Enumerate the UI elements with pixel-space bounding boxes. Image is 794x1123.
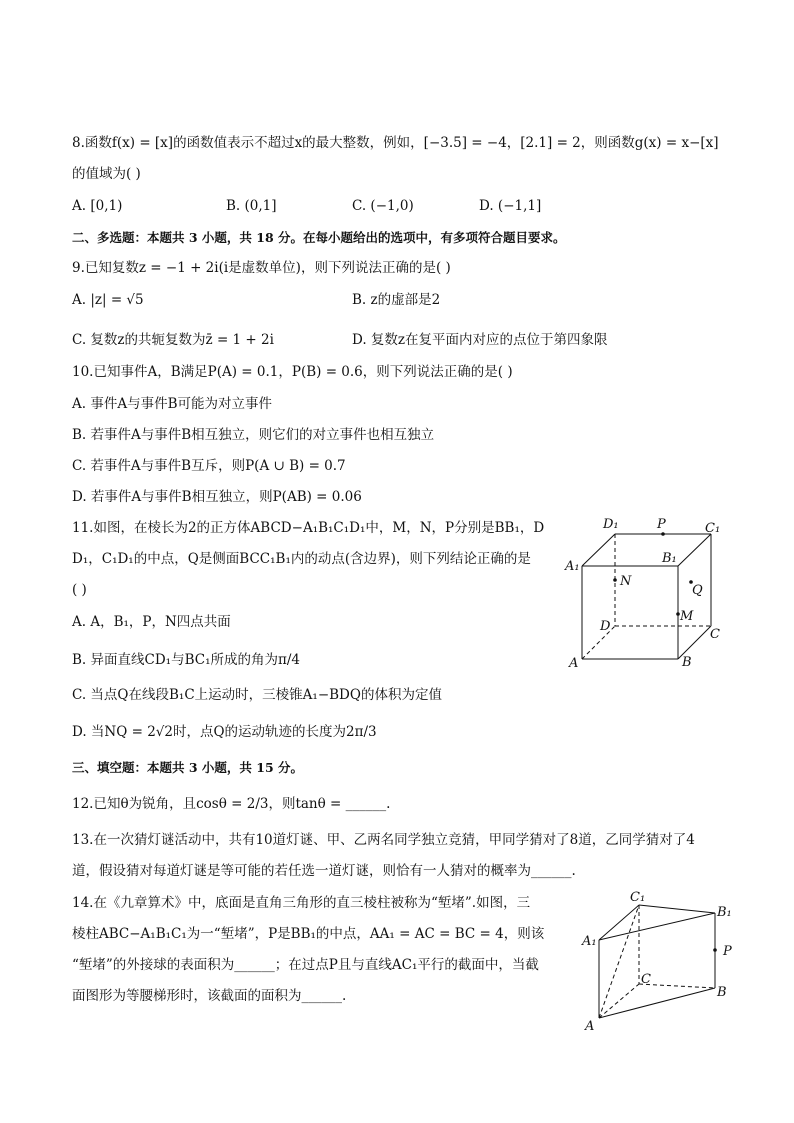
q8-option-d: D. (−1,1]: [479, 198, 542, 214]
q8-option-a: A. [0,1): [72, 198, 123, 214]
cube-label-c1: C₁: [705, 521, 721, 536]
prism-label-c1: C₁: [630, 890, 646, 905]
q8-option-b: B. (0,1]: [226, 198, 277, 214]
q10-option-a: A. 事件A与事件B可能为对立事件: [72, 396, 273, 412]
q8-line1: 8.函数f(x) = [x]的函数值表示不超过x的最大整数，例如，[−3.5] = −4，[2.1] = 2，则函数g(x) = x−[x]: [72, 135, 719, 151]
q10-option-d: D. 若事件A与事件B相互独立，则P(AB) = 0.06: [72, 489, 362, 505]
section-heading-fill-in: 三、填空题：本题共 3 小题，共 15 分。: [72, 760, 304, 775]
q11-option-c: C. 当点Q在线段B₁C上运动时，三棱锥A₁−BDQ的体积为定值: [72, 687, 442, 703]
cube-figure: [560, 512, 760, 677]
q11-line2: D₁，C₁D₁的中点，Q是侧面BCC₁B₁内的动点(含边界)，则下列结论正确的是: [72, 551, 531, 567]
prism-figure: [575, 890, 745, 1038]
cube-label-q: Q: [692, 583, 703, 598]
q13-line1: 13.在一次猜灯谜活动中，共有10道灯谜、甲、乙两名同学独立竞猜，甲同学猜对了8道，乙同学猜对了4: [72, 832, 695, 848]
q14-line2: 棱柱ABC−A₁B₁C₁为一“堑堵”，P是BB₁的中点，AA₁ = AC = BC = 4，则该: [72, 926, 545, 942]
q13-line2: 道，假设猜对每道灯谜是等可能的若任选一道灯谜，则恰有一人猜对的概率为______.: [72, 863, 576, 879]
cube-label-b: B: [682, 655, 692, 670]
q8-line2: 的值域为( ): [72, 166, 141, 182]
q11-option-d: D. 当NQ = 2√2时，点Q的运动轨迹的长度为2π/3: [72, 724, 377, 740]
cube-label-m: M: [680, 609, 694, 624]
cube-label-p: P: [657, 517, 666, 532]
q10-option-b: B. 若事件A与事件B相互独立，则它们的对立事件也相互独立: [72, 427, 435, 443]
cube-label-c: C: [710, 627, 720, 642]
cube-label-b1: B₁: [662, 551, 677, 566]
prism-label-c: C: [641, 972, 651, 987]
q12-stem: 12.已知θ为锐角，且cosθ = 2/3，则tanθ = ______.: [72, 796, 391, 812]
cube-label-d: D: [600, 619, 611, 634]
q9-option-c: C. 复数z的共轭复数为z̄ = 1 + 2i: [72, 332, 274, 348]
cube-label-a1: A₁: [565, 559, 580, 574]
prism-label-b: B: [717, 985, 727, 1000]
prism-label-p: P: [723, 944, 732, 959]
q9-option-a: A. |z| = √5: [72, 292, 144, 308]
cube-label-d1: D₁: [603, 517, 619, 532]
section-heading-multiple-choice: 二、多选题：本题共 3 小题，共 18 分。在每小题给出的选项中，有多项符合题目要求。: [72, 230, 566, 245]
q10-stem: 10.已知事件A，B满足P(A) = 0.1，P(B) = 0.6，则下列说法正确的是( ): [72, 364, 513, 380]
q11-line3: ( ): [72, 582, 87, 598]
q14-line3: “堑堵”的外接球的表面积为______；在过点P且与直线AC₁平行的截面中，当截: [72, 957, 539, 973]
q11-line1: 11.如图，在棱长为2的正方体ABCD−A₁B₁C₁D₁中，M，N，P分别是BB₁，D: [72, 520, 545, 536]
prism-label-a: A: [585, 1019, 595, 1034]
q9-option-b: B. z的虚部是2: [352, 292, 441, 308]
q14-line1: 14.在《九章算术》中，底面是直角三角形的直三棱柱被称为“堑堵”.如图，三: [72, 895, 531, 911]
q11-option-a: A. A，B₁，P，N四点共面: [72, 614, 231, 630]
q9-stem: 9.已知复数z = −1 + 2i(i是虚数单位)，则下列说法正确的是( ): [72, 260, 451, 276]
q14-line4: 面图形为等腰梯形时，该截面的面积为______.: [72, 988, 347, 1004]
prism-label-b1: B₁: [717, 905, 732, 920]
q10-option-c: C. 若事件A与事件B互斥，则P(A ∪ B) = 0.7: [72, 458, 346, 474]
q11-option-b: B. 异面直线CD₁与BC₁所成的角为π/4: [72, 652, 300, 668]
q9-option-d: D. 复数z在复平面内对应的点位于第四象限: [352, 332, 608, 348]
prism-label-a1: A₁: [582, 934, 597, 949]
cube-label-n: N: [620, 574, 632, 589]
q8-option-c: C. (−1,0): [352, 198, 414, 214]
cube-label-a: A: [569, 656, 579, 671]
